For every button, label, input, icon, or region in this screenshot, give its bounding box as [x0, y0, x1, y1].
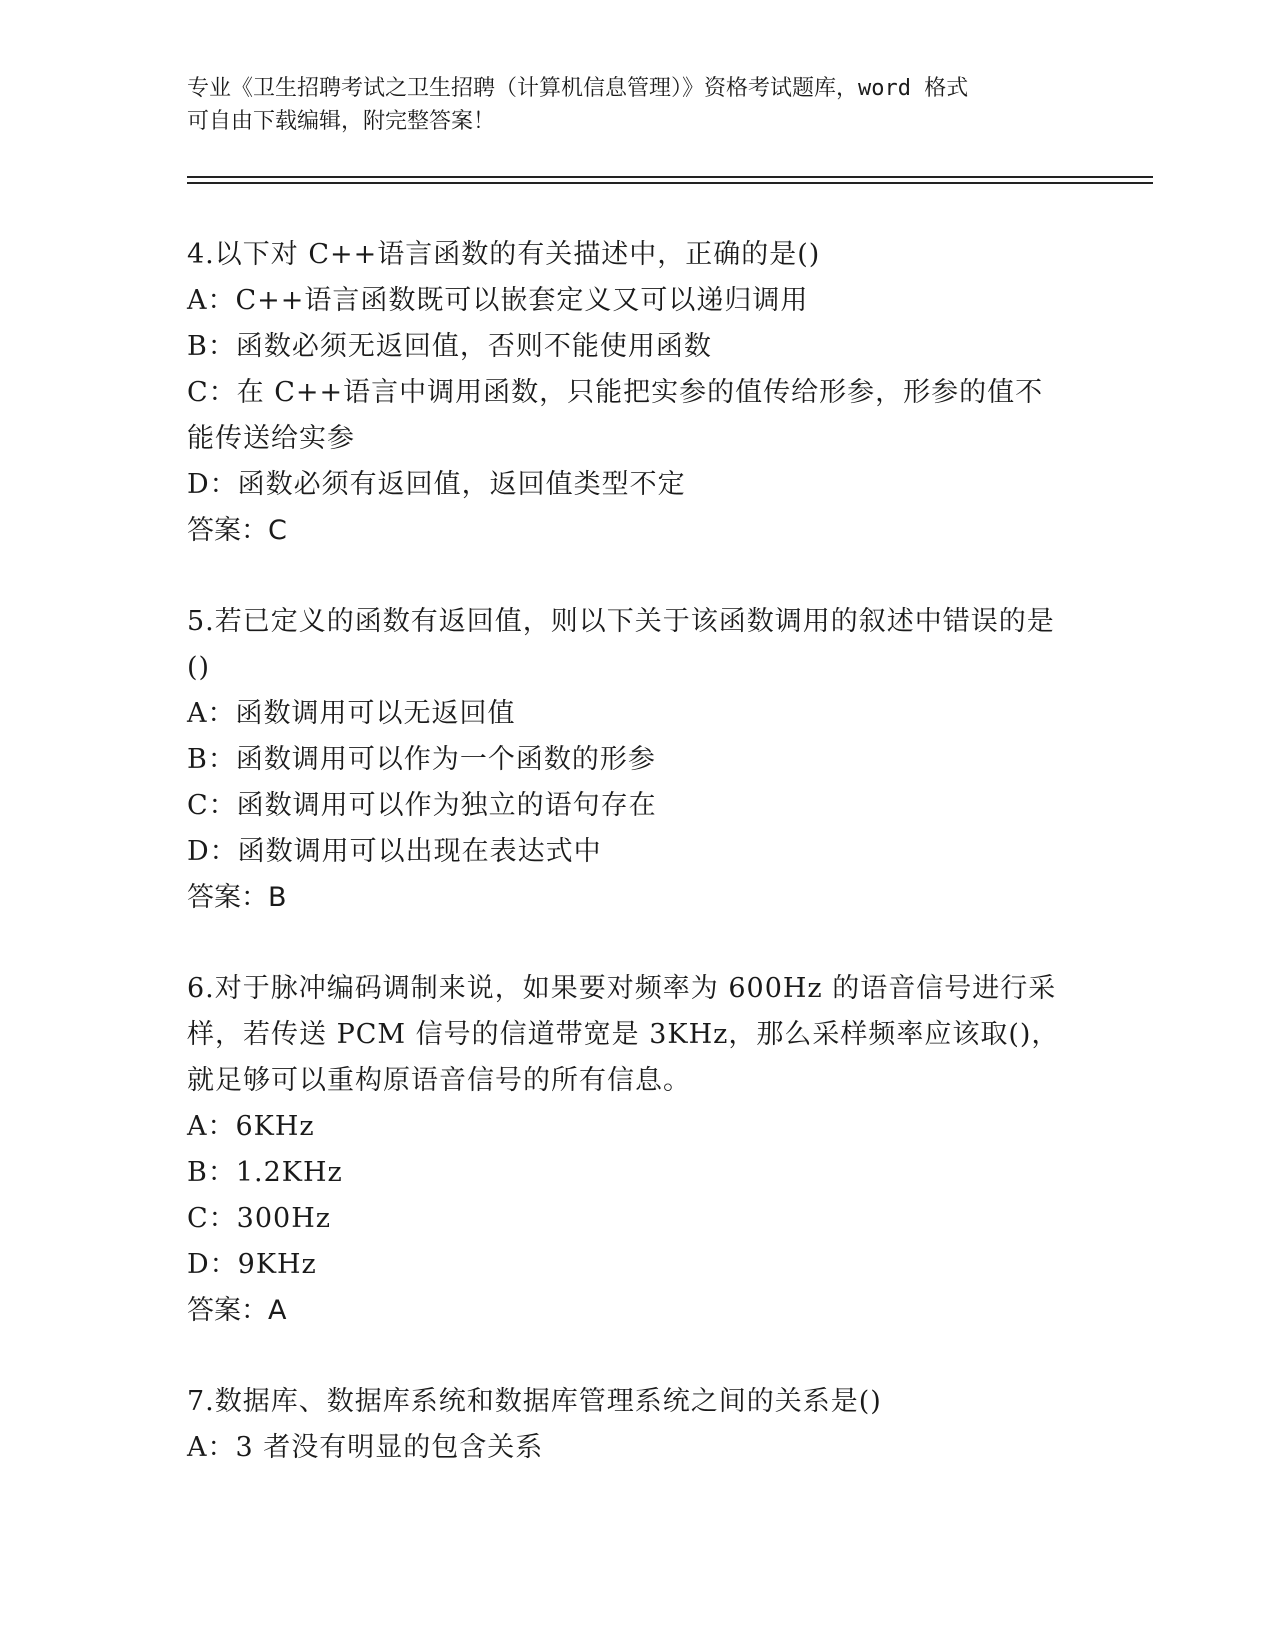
option-a: A：C++语言函数既可以嵌套定义又可以递归调用: [187, 285, 809, 316]
option-b: B：1.2KHz: [187, 1157, 343, 1188]
option-c: C：函数调用可以作为独立的语句存在: [187, 790, 657, 821]
question-5: [187, 599, 1067, 921]
option-d: D：函数必须有返回值，返回值类型不定: [187, 469, 686, 500]
header-divider-top: [187, 176, 1153, 178]
option-a: A：3 者没有明显的包含关系: [187, 1432, 544, 1463]
question-6: [187, 966, 1067, 1334]
option-c: C：在 C++语言中调用函数，只能把实参的值传给形参，形参的值不能传送给实参: [187, 377, 1044, 454]
question-4: [187, 232, 1067, 554]
option-d: D：函数调用可以出现在表达式中: [187, 836, 602, 867]
header-line-2: 可自由下载编辑，附完整答案！: [187, 109, 496, 134]
question-text: 6.对于脉冲编码调制来说，如果要对频率为 600Hz 的语音信号进行采样，若传送 PCM 信号的信道带宽是 3KHz，那么采样频率应该取()，就足够可以重构原语音信号的所有信息。: [187, 973, 1060, 1096]
option-d: D：9KHz: [187, 1249, 317, 1280]
option-c: C：300Hz: [187, 1203, 331, 1234]
answer: 答案：B: [187, 882, 287, 913]
question-7: [187, 1379, 1067, 1471]
option-b: B：函数调用可以作为一个函数的形参: [187, 744, 656, 775]
answer: 答案：A: [187, 1295, 287, 1326]
question-text: 4.以下对 C++语言函数的有关描述中，正确的是(): [187, 239, 821, 270]
header-line-1: 专业《卫生招聘考试之卫生招聘（计算机信息管理）》资格考试题库，word 格式: [187, 76, 969, 101]
option-a: A：6KHz: [187, 1111, 315, 1142]
header-divider-bottom: [187, 182, 1153, 184]
option-a: A：函数调用可以无返回值: [187, 698, 516, 729]
question-text: 5.若已定义的函数有返回值，则以下关于该函数调用的叙述中错误的是(): [187, 606, 1055, 683]
document-header: [187, 72, 1067, 138]
question-list: [187, 232, 1067, 1516]
option-b: B：函数必须无返回值，否则不能使用函数: [187, 331, 712, 362]
question-text: 7.数据库、数据库系统和数据库管理系统之间的关系是(): [187, 1386, 882, 1417]
answer: 答案：C: [187, 515, 287, 546]
